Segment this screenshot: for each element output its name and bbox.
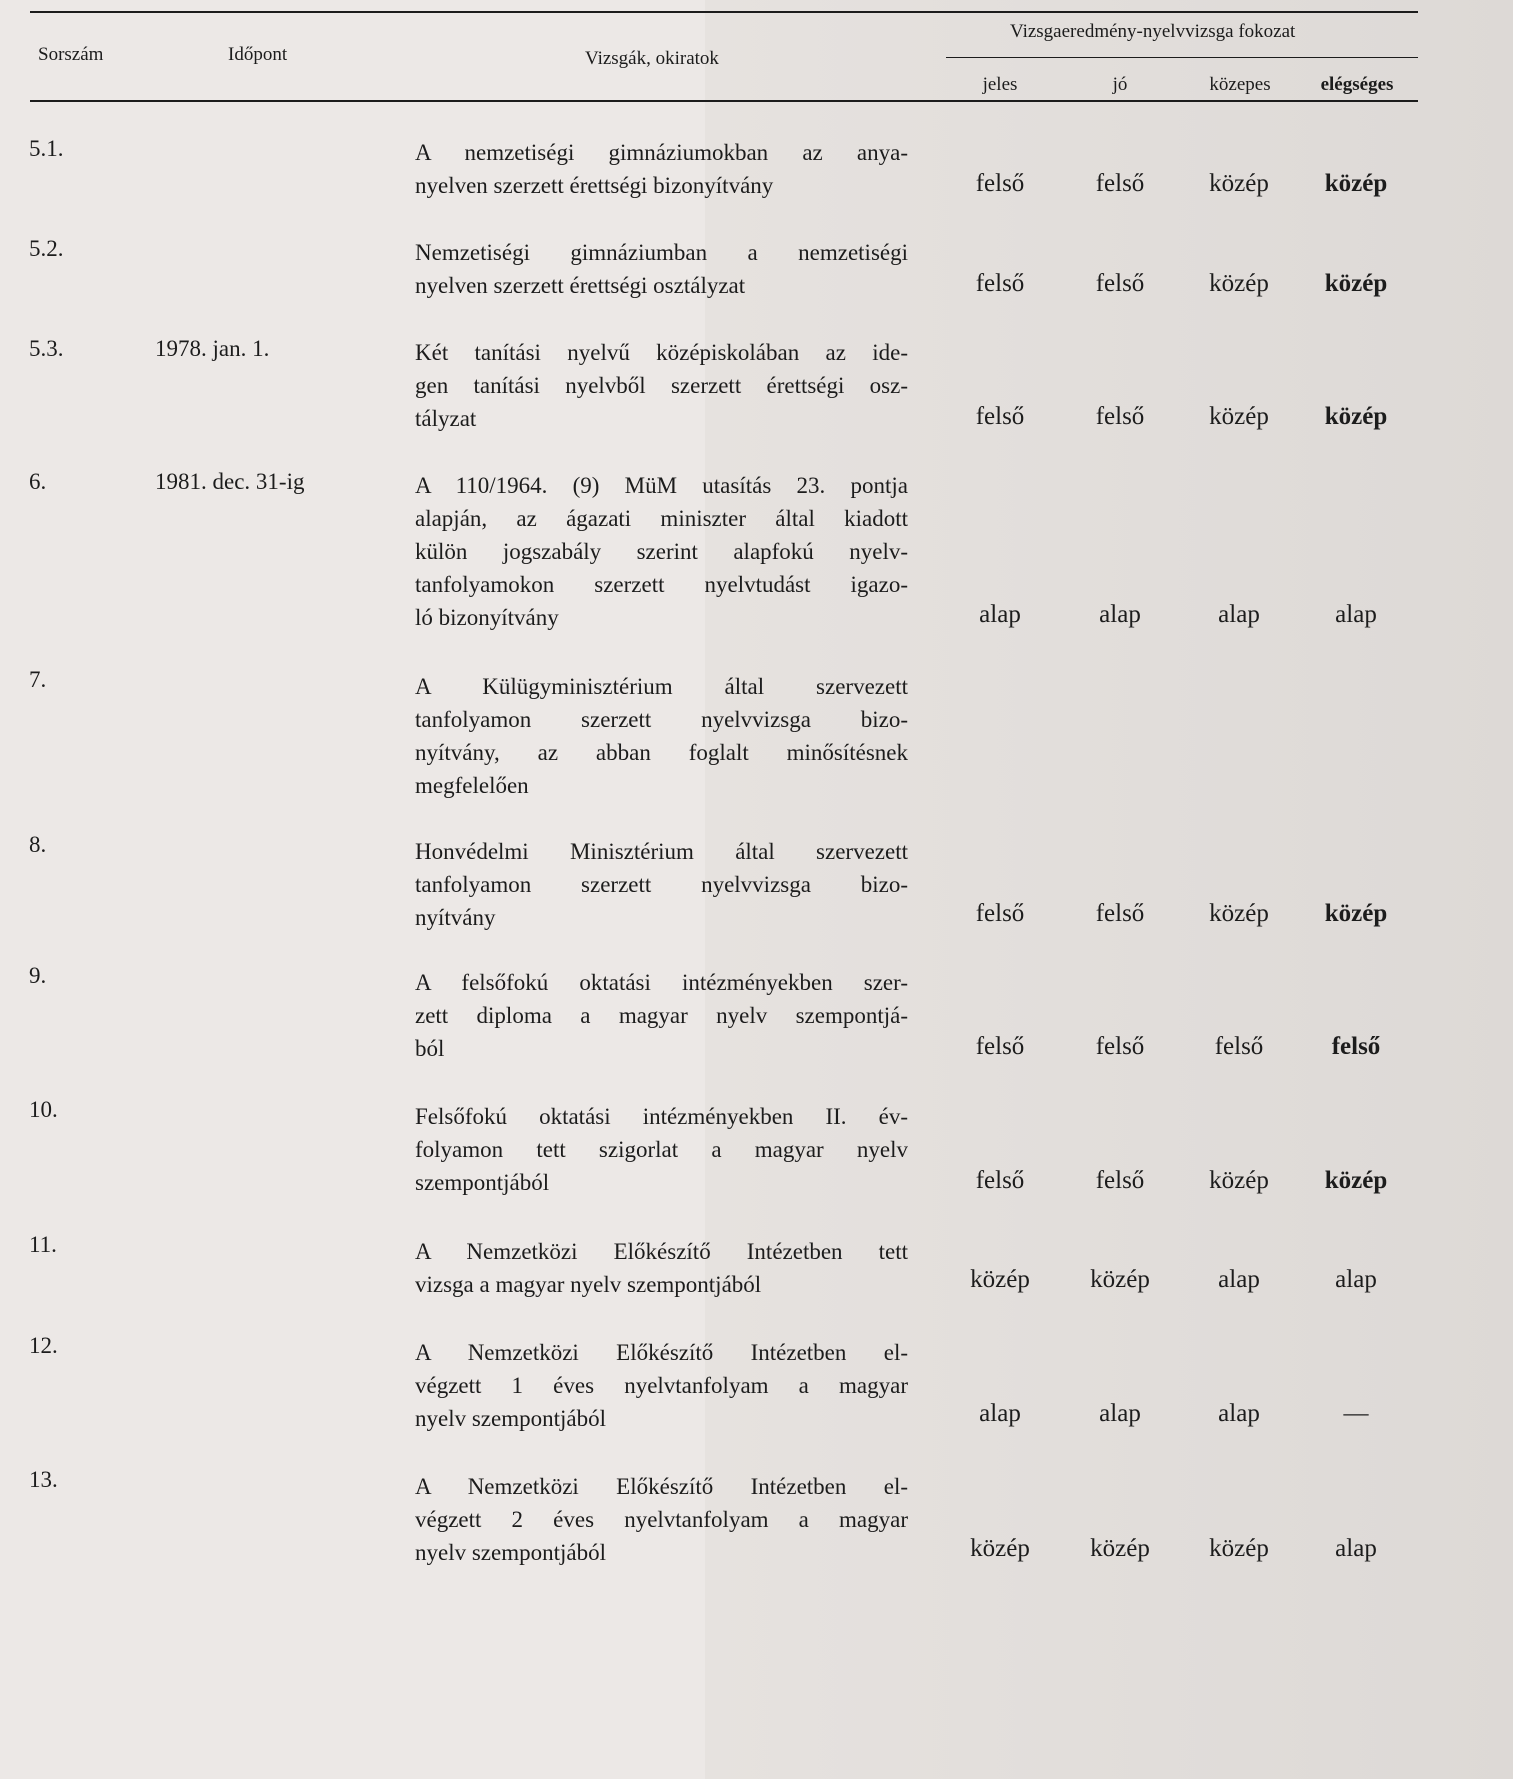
header-col-elegseges: elégséges (1320, 74, 1394, 95)
desc-line: ból (415, 1036, 445, 1061)
value-jeles: felső (975, 900, 1025, 927)
value-jeles: felső (975, 403, 1025, 430)
value-jo: felső (1095, 1167, 1145, 1194)
row-description (415, 670, 908, 802)
group-header-rule (946, 57, 1418, 58)
value-jo: felső (1095, 270, 1145, 297)
value-jeles: felső (975, 1033, 1025, 1060)
desc-line: szempontjából (415, 1170, 550, 1195)
value-kozepes: közép (1209, 1535, 1269, 1562)
desc-line: végzett 1 éves nyelvtanfolyam a magyar (415, 1373, 908, 1398)
header-bottom-rule (30, 100, 1418, 102)
value-kozepes: közép (1209, 170, 1269, 197)
value-jo: közép (1090, 1535, 1150, 1562)
row-number: 5.2. (29, 236, 64, 261)
row-description (415, 336, 908, 435)
row-description (415, 1100, 908, 1199)
value-jeles: felső (975, 1167, 1025, 1194)
row-description (415, 469, 908, 634)
desc-line: nyelv szempontjából (415, 1406, 606, 1431)
desc-line: tanfolyamokon szerzett nyelvtudást igazo- (415, 572, 908, 597)
value-elegseges: alap (1335, 1266, 1377, 1293)
row-date: 1981. dec. 31-ig (155, 469, 305, 494)
header-col-jeles: jeles (982, 74, 1018, 95)
row-number: 12. (29, 1333, 58, 1358)
value-jo: közép (1090, 1266, 1150, 1293)
value-jeles: közép (970, 1266, 1030, 1293)
value-jeles: közép (970, 1535, 1030, 1562)
header-col-jo: jó (1112, 74, 1128, 95)
value-jo: alap (1099, 1400, 1141, 1427)
desc-line: A Nemzetközi Előkészítő Intézetben el- (415, 1340, 908, 1365)
value-jeles: felső (975, 270, 1025, 297)
value-kozepes: közép (1209, 900, 1269, 927)
desc-line: A 110/1964. (9) MüM utasítás 23. pontja (415, 473, 908, 498)
value-jeles: felső (975, 170, 1025, 197)
row-number: 7. (29, 667, 47, 692)
value-kozepes: alap (1218, 1266, 1260, 1293)
row-number: 5.3. (29, 336, 64, 361)
table-top-rule (30, 11, 1418, 13)
row-description (415, 966, 908, 1065)
value-kozepes: alap (1218, 1400, 1260, 1427)
value-elegseges: közép (1324, 403, 1388, 430)
row-number: 5.1. (29, 136, 64, 161)
header-col-kozepes: közepes (1209, 74, 1271, 95)
desc-line: A Nemzetközi Előkészítő Intézetben tett (415, 1239, 908, 1264)
value-kozepes: közép (1209, 1167, 1269, 1194)
desc-line: nyítvány (415, 905, 496, 930)
row-number: 9. (29, 963, 47, 988)
row-number: 8. (29, 832, 47, 857)
row-description (415, 1336, 908, 1435)
value-jo: felső (1095, 900, 1145, 927)
desc-line: A Külügyminisztérium által szervezett (415, 674, 908, 699)
value-jeles: alap (979, 1400, 1021, 1427)
desc-line: nyelven szerzett érettségi bizonyítvány (415, 173, 774, 198)
desc-line: Nemzetiségi gimnáziumban a nemzetiségi (415, 240, 908, 265)
value-kozepes: közép (1209, 270, 1269, 297)
value-jo: felső (1095, 170, 1145, 197)
row-description (415, 835, 908, 934)
row-number: 11. (29, 1232, 57, 1257)
desc-line: tanfolyamon szerzett nyelvvizsga bizo- (415, 872, 908, 897)
value-jeles: alap (979, 601, 1021, 628)
desc-line: A felsőfokú oktatási intézményekben szer- (415, 970, 908, 995)
desc-line: ló bizonyítvány (415, 605, 559, 630)
desc-line: Felsőfokú oktatási intézményekben II. év- (415, 1104, 908, 1129)
value-jo: felső (1095, 403, 1145, 430)
row-number: 6. (29, 469, 47, 494)
desc-line: tanfolyamon szerzett nyelvvizsga bizo- (415, 707, 908, 732)
value-kozepes: felső (1214, 1033, 1264, 1060)
desc-line: folyamon tett szigorlat a magyar nyelv (415, 1137, 908, 1162)
value-elegseges: alap (1335, 601, 1377, 628)
value-jo: felső (1095, 1033, 1145, 1060)
value-elegseges: közép (1324, 900, 1388, 927)
row-description (415, 136, 908, 202)
value-kozepes: közép (1209, 403, 1269, 430)
desc-line: külön jogszabály szerint alapfokú nyelv- (415, 539, 908, 564)
header-group: Vizsgaeredmény-nyelvvizsga fokozat (1010, 21, 1296, 42)
row-number: 13. (29, 1467, 58, 1492)
desc-line: megfelelően (415, 773, 529, 798)
desc-line: Két tanítási nyelvű középiskolában az ide- (415, 340, 908, 365)
desc-line: Honvédelmi Minisztérium által szervezett (415, 839, 908, 864)
row-number: 10. (29, 1097, 58, 1122)
value-jo: alap (1099, 601, 1141, 628)
value-elegseges: közép (1324, 170, 1388, 197)
value-elegseges: közép (1324, 270, 1388, 297)
row-description (415, 236, 908, 302)
value-elegseges: — (1343, 1400, 1369, 1427)
desc-line: végzett 2 éves nyelvtanfolyam a magyar (415, 1507, 908, 1532)
value-elegseges: felső (1331, 1033, 1381, 1060)
desc-line: tályzat (415, 406, 477, 431)
desc-line: alapján, az ágazati miniszter által kiadott (415, 506, 908, 531)
row-description (415, 1470, 908, 1569)
header-sorszam: Sorszám (38, 44, 104, 65)
row-date: 1978. jan. 1. (155, 336, 270, 361)
value-elegseges: alap (1335, 1535, 1377, 1562)
desc-line: gen tanítási nyelvből szerzett érettségi osz- (415, 373, 908, 398)
header-vizsgak: Vizsgák, okiratok (585, 48, 719, 69)
value-elegseges: közép (1324, 1167, 1388, 1194)
desc-line: nyelv szempontjából (415, 1540, 606, 1565)
desc-line: nyelven szerzett érettségi osztályzat (415, 273, 746, 298)
row-description (415, 1235, 908, 1301)
header-idopont: Időpont (228, 44, 288, 65)
desc-line: A Nemzetközi Előkészítő Intézetben el- (415, 1474, 908, 1499)
desc-line: nyítvány, az abban foglalt minősítésnek (415, 740, 908, 765)
desc-line: vizsga a magyar nyelv szempontjából (415, 1272, 762, 1297)
desc-line: zett diploma a magyar nyelv szempontjá- (415, 1003, 908, 1028)
desc-line: A nemzetiségi gimnáziumokban az anya- (415, 140, 908, 165)
value-kozepes: alap (1218, 601, 1260, 628)
